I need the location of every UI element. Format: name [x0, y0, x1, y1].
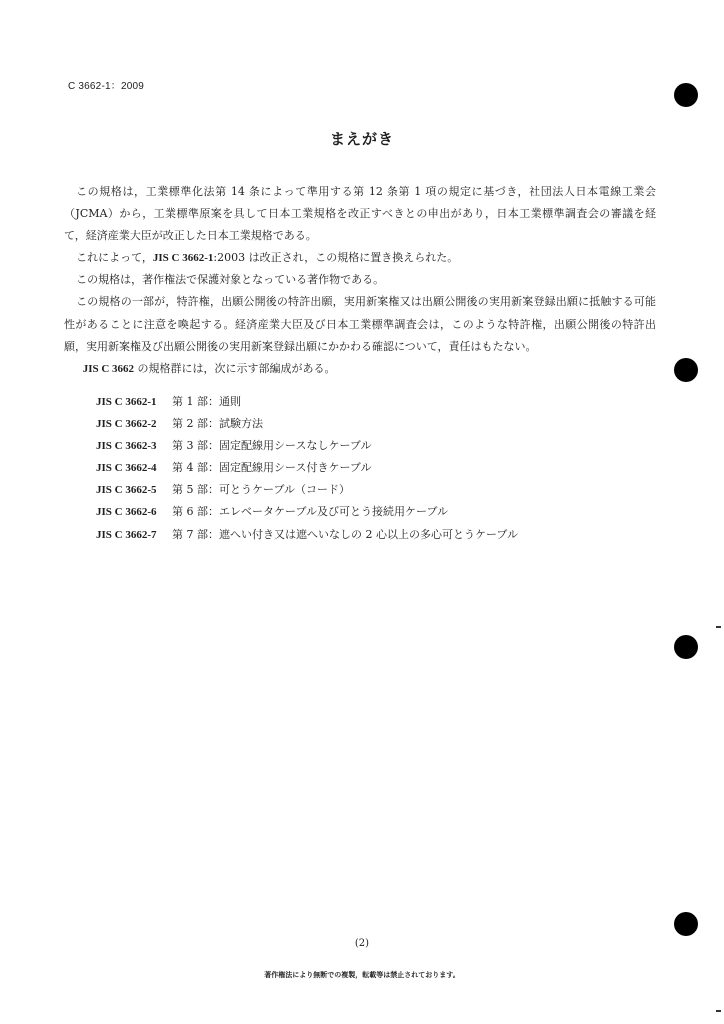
- copyright-footer: 著作権法により無断での複製，転載等は禁止されております。: [264, 970, 460, 979]
- punch-hole-2: [674, 358, 698, 382]
- part-code: JIS C 3662-3: [96, 440, 157, 453]
- list-item: [96, 435, 518, 457]
- foreword-paragraph-5: [64, 358, 656, 380]
- part-code: JIS C 3662-5: [96, 484, 157, 497]
- punch-hole-3: [674, 635, 698, 659]
- paragraph-text: の規格群には，次に示す部編成がある。: [134, 361, 336, 375]
- part-code: JIS C 3662-2: [96, 418, 157, 431]
- standard-code: JIS C 3662: [82, 362, 135, 375]
- punch-hole-4: [674, 912, 698, 936]
- list-item: [96, 391, 518, 413]
- foreword-paragraph-1: この規格は，工業標準化法第 14 条によって準用する第 12 条第 1 項の規定に基づき，社団法人日本電線工業会（JCMA）から，工業標準原案を具して日本工業規格を改正すべきとの申出があり，日本工業標準調査会の審議を経て，経済産業大臣が改正した日本工業規格である。: [64, 185, 656, 243]
- scan-edge-mark: [716, 1010, 721, 1012]
- list-item: [96, 524, 518, 546]
- list-item: [96, 501, 518, 523]
- document-code-header: C 3662-1：2009: [68, 81, 144, 92]
- part-title: 第 7 部：遮へい付き又は遮へいなしの 2 心以上の多心可とうケーブル: [172, 527, 518, 541]
- scan-edge-mark: [716, 626, 721, 628]
- part-title: 第 5 部：可とうケーブル（コード）: [172, 483, 351, 497]
- parts-list: [96, 391, 518, 546]
- part-title: 第 2 部：試験方法: [172, 417, 263, 431]
- list-item: [96, 457, 518, 479]
- foreword-paragraph-3: この規格は，著作権法で保護対象となっている著作物である。: [76, 273, 385, 287]
- part-title: 第 6 部：エレベータケーブル及び可とう接続用ケーブル: [172, 505, 449, 519]
- paragraph-text: これによって，: [76, 251, 153, 265]
- part-code: JIS C 3662-4: [96, 462, 157, 475]
- standard-code: JIS C 3662-1: [152, 252, 214, 265]
- page-title: まえがき: [329, 130, 394, 148]
- page-number: (2): [354, 938, 370, 949]
- foreword-body: [64, 181, 656, 380]
- list-item: [96, 479, 518, 501]
- list-item: [96, 413, 518, 435]
- foreword-paragraph-2: [64, 247, 656, 269]
- punch-hole-1: [674, 83, 698, 107]
- part-title: 第 1 部：通則: [172, 395, 241, 408]
- part-code: JIS C 3662-7: [96, 528, 157, 541]
- part-code: JIS C 3662-6: [96, 506, 157, 519]
- foreword-paragraph-4: この規格の一部が，特許権，出願公開後の特許出願，実用新案権又は出願公開後の実用新案登録出願に抵触する可能性があることに注意を喚起する。経済産業大臣及び日本工業標準調査会は，このような特許権，出願公開後の特許出願，実用新案権及び出願公開後の実用新案登録出願にかかわる確認について，責任はもたない。: [64, 295, 656, 353]
- part-title: 第 3 部：固定配線用シースなしケーブル: [172, 439, 372, 453]
- part-title: 第 4 部：固定配線用シース付きケーブル: [172, 461, 372, 475]
- part-code: JIS C 3662-1: [96, 396, 157, 408]
- paragraph-text: :2003 は改正され，この規格に置き換えられた。: [213, 251, 459, 265]
